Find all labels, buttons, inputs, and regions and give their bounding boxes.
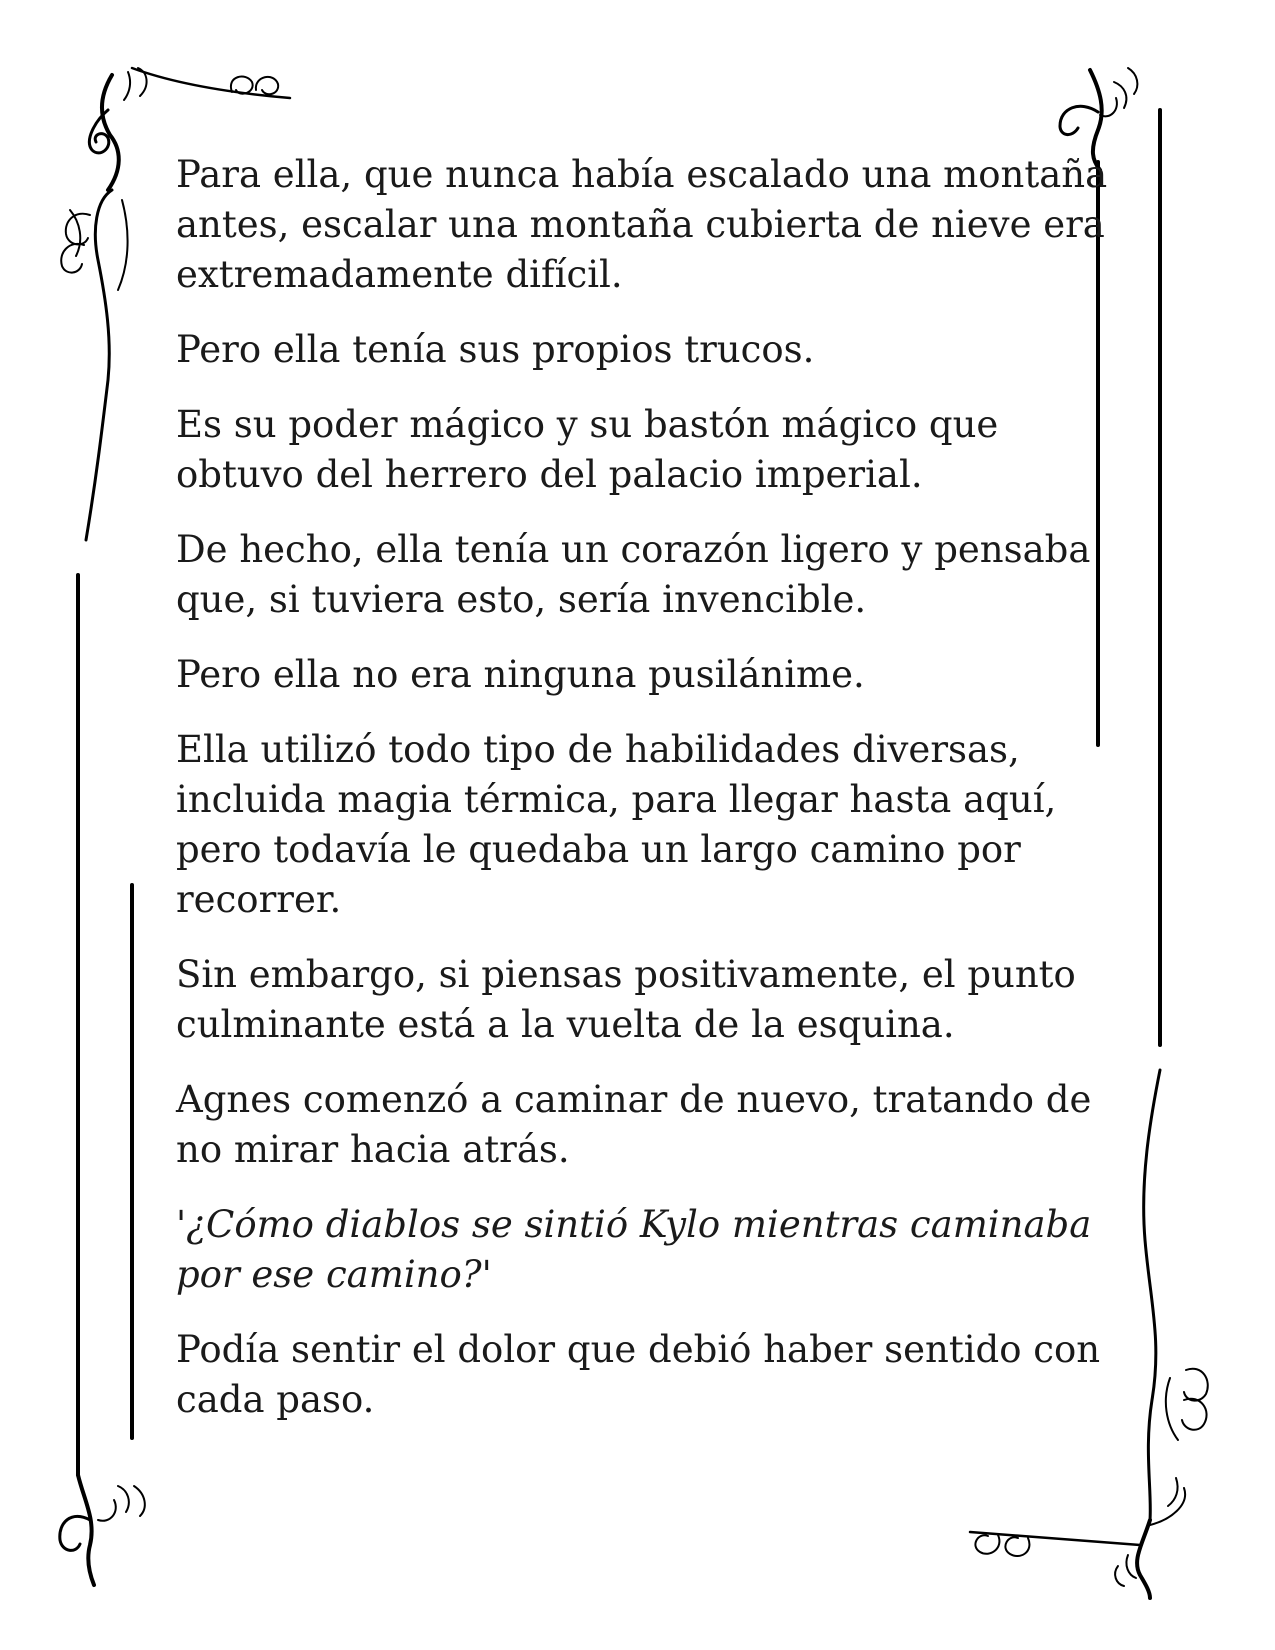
- paragraph: Es su poder mágico y su bastón mágico que obtuvo del herrero del palacio imperial.: [176, 403, 999, 496]
- paragraph: Sin embargo, si piensas positivamente, el punto culminante está a la vuelta de la esquina.: [176, 953, 1076, 1046]
- flourish-ornament-bottom-left-icon: [60, 1475, 145, 1585]
- paragraph: Podía sentir el dolor que debió haber sentido con cada paso.: [176, 1328, 1101, 1421]
- paragraph: Agnes comenzó a caminar de nuevo, tratando de no mirar hacia atrás.: [176, 1078, 1092, 1171]
- body-text: [176, 150, 1116, 1450]
- paragraph: Para ella, que nunca había escalado una montaña antes, escalar una montaña cubierta de nieve era extremadamente difícil.: [176, 153, 1108, 296]
- paragraph: De hecho, ella tenía un corazón ligero y pensaba que, si tuviera esto, sería invencible.: [176, 528, 1091, 621]
- paragraph: Pero ella tenía sus propios trucos.: [176, 328, 815, 371]
- paragraph: Pero ella no era ninguna pusilánime.: [176, 653, 865, 696]
- paragraph: Ella utilizó todo tipo de habilidades diversas, incluida magia térmica, para llegar hasta aquí, pero todavía le quedaba un largo camino por recorrer.: [176, 728, 1057, 921]
- italic-thought-paragraph: '¿Cómo diablos se sintió Kylo mientras caminaba por ese camino?': [176, 1203, 1092, 1296]
